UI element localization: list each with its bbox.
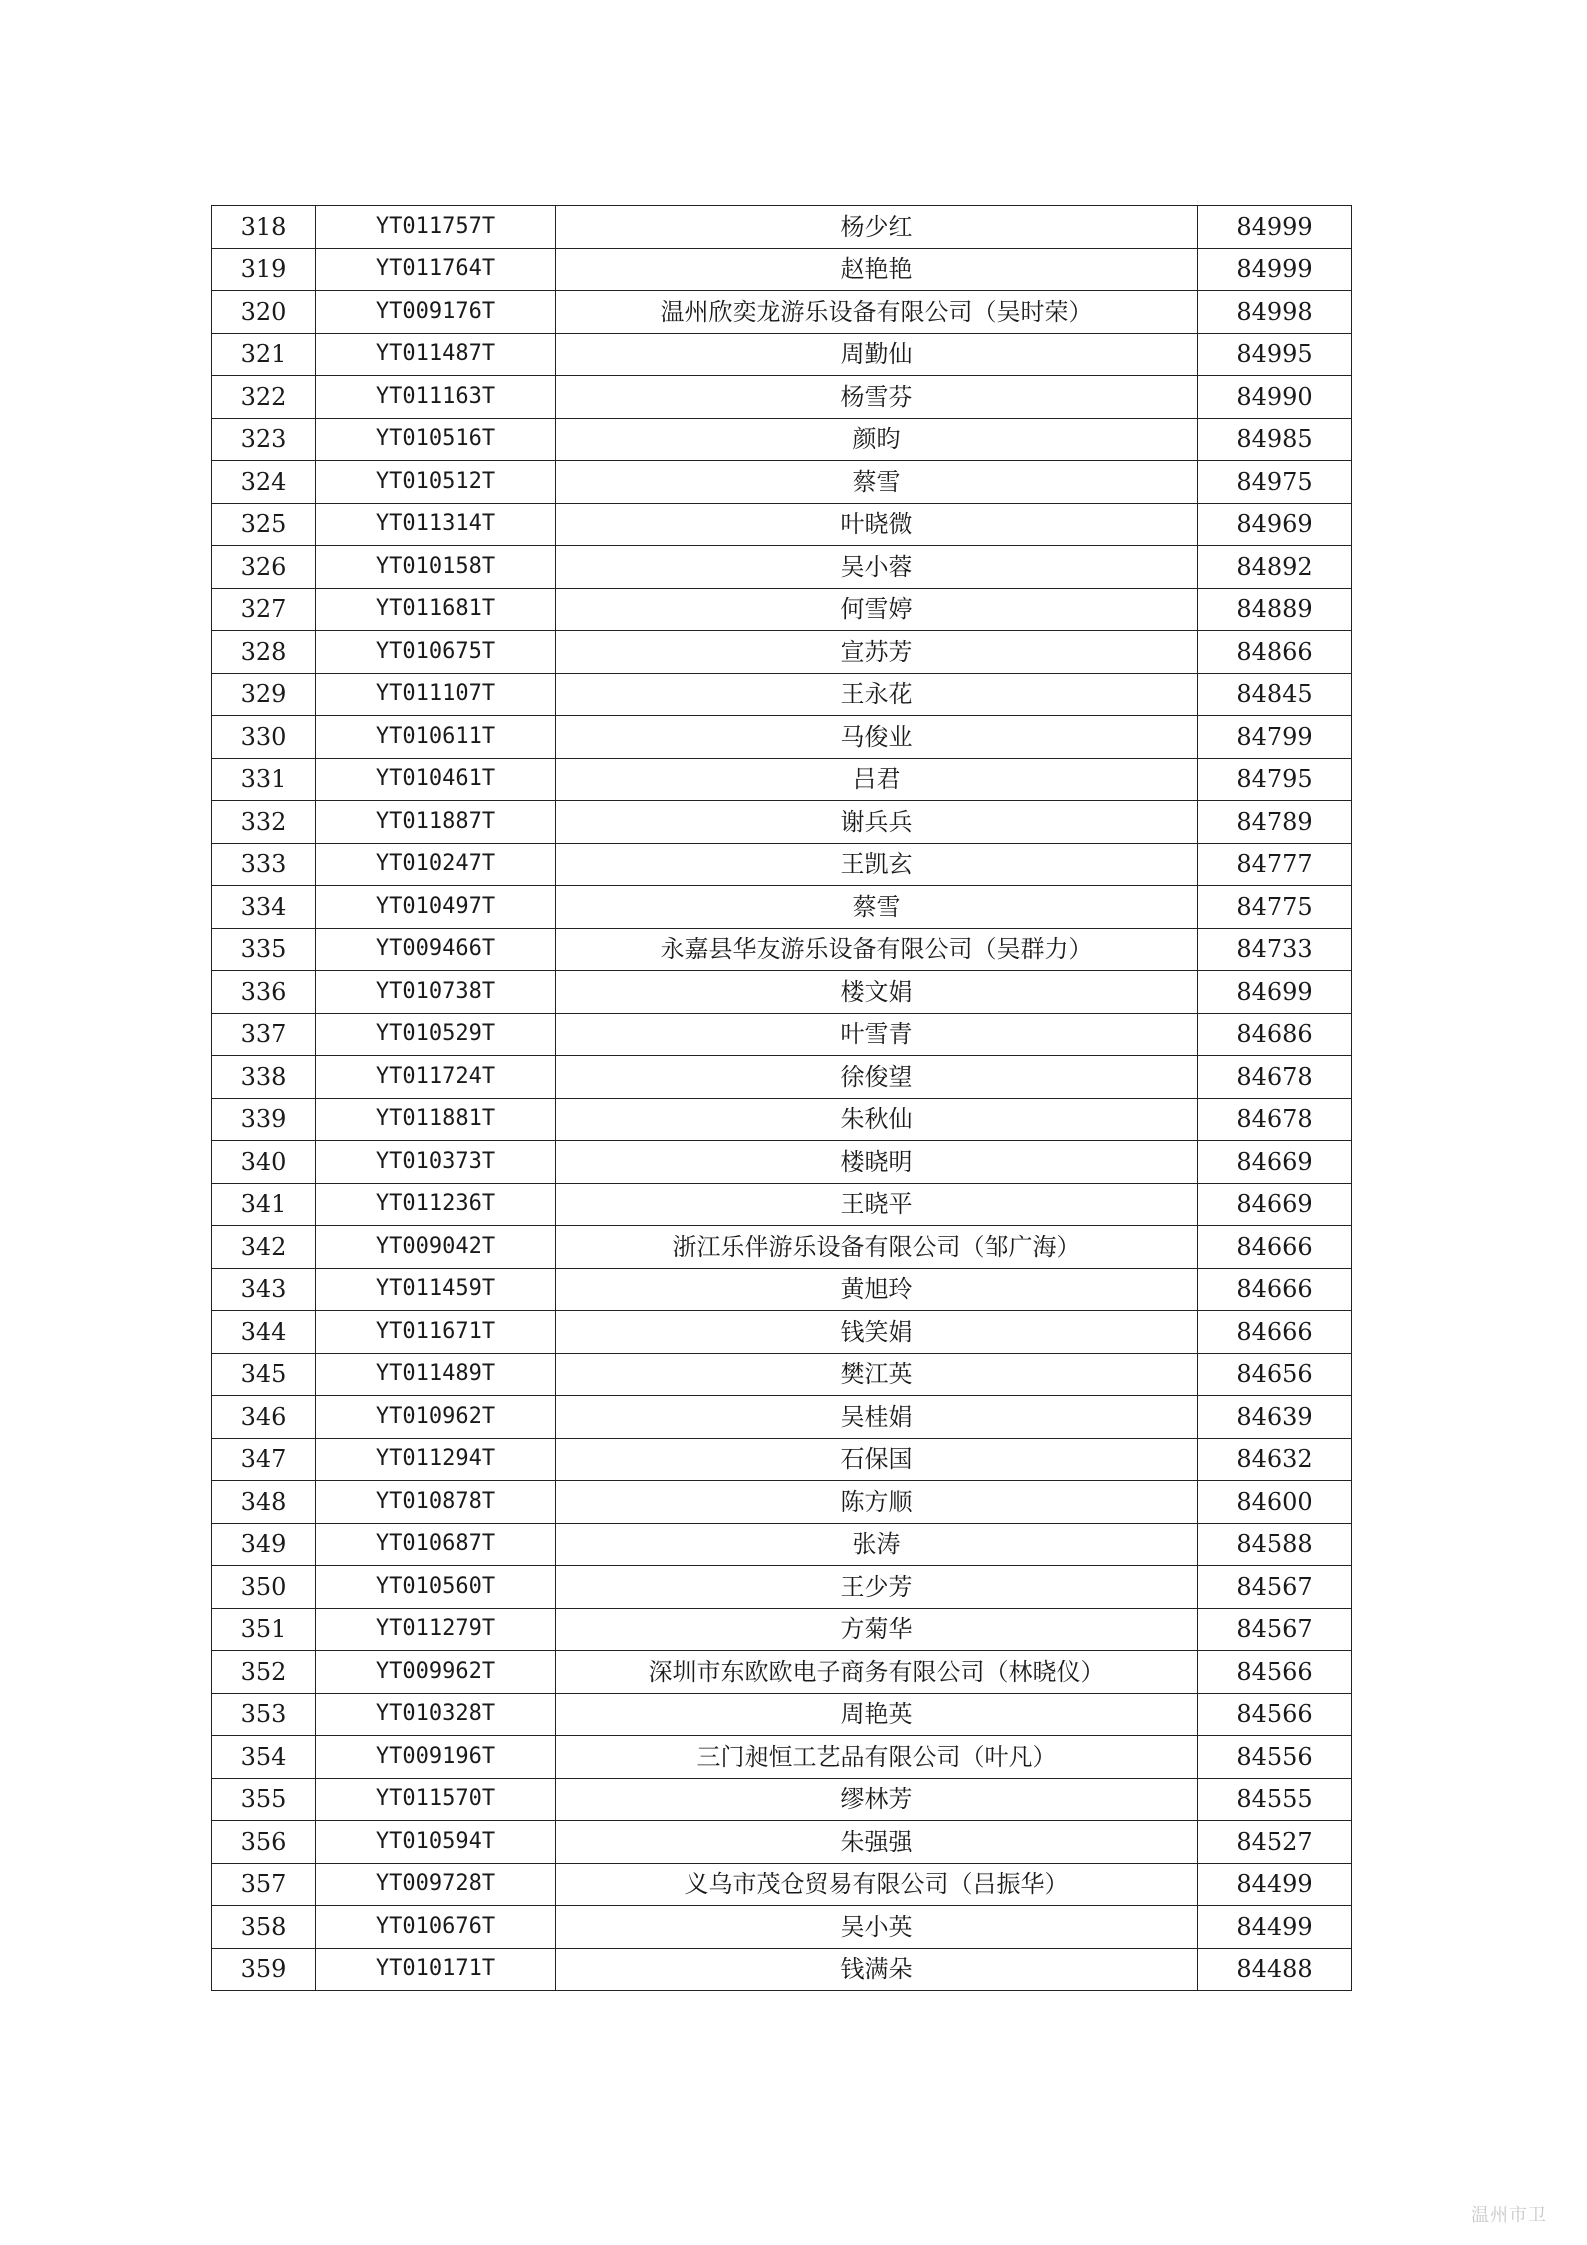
table-row — [212, 461, 1352, 504]
rank-cell: 329 — [212, 673, 316, 716]
score-cell: 84995 — [1198, 333, 1352, 376]
table-row — [212, 1948, 1352, 1991]
rank-cell: 354 — [212, 1736, 316, 1779]
code-cell: YT011279T — [316, 1608, 556, 1651]
rank-cell: 327 — [212, 588, 316, 631]
name-cell: 杨少红 — [556, 206, 1198, 249]
name-cell: 楼文娟 — [556, 971, 1198, 1014]
rank-cell: 325 — [212, 503, 316, 546]
table-row — [212, 418, 1352, 461]
watermark: 温州市卫 — [1471, 2205, 1547, 2226]
name-cell: 宣苏芳 — [556, 631, 1198, 674]
code-cell: YT011764T — [316, 248, 556, 291]
rank-cell: 349 — [212, 1523, 316, 1566]
rank-cell: 319 — [212, 248, 316, 291]
code-cell: YT010516T — [316, 418, 556, 461]
code-cell: YT011294T — [316, 1438, 556, 1481]
score-cell: 84669 — [1198, 1141, 1352, 1184]
table-row — [212, 843, 1352, 886]
score-cell: 84999 — [1198, 206, 1352, 249]
code-cell: YT009176T — [316, 291, 556, 334]
code-cell: YT011487T — [316, 333, 556, 376]
score-cell: 84566 — [1198, 1651, 1352, 1694]
code-cell: YT010676T — [316, 1906, 556, 1949]
name-cell: 石保国 — [556, 1438, 1198, 1481]
name-cell: 蔡雪 — [556, 461, 1198, 504]
name-cell: 吴小蓉 — [556, 546, 1198, 589]
name-cell: 吕君 — [556, 758, 1198, 801]
name-cell: 赵艳艳 — [556, 248, 1198, 291]
code-cell: YT010497T — [316, 886, 556, 929]
code-cell: YT010529T — [316, 1013, 556, 1056]
score-cell: 84985 — [1198, 418, 1352, 461]
code-cell: YT010594T — [316, 1821, 556, 1864]
score-cell: 84567 — [1198, 1608, 1352, 1651]
table-row — [212, 1226, 1352, 1269]
table-row — [212, 333, 1352, 376]
rank-cell: 348 — [212, 1481, 316, 1524]
name-cell: 马俊业 — [556, 716, 1198, 759]
table-row — [212, 1438, 1352, 1481]
code-cell: YT011724T — [316, 1056, 556, 1099]
code-cell: YT011163T — [316, 376, 556, 419]
rank-cell: 356 — [212, 1821, 316, 1864]
rank-cell: 350 — [212, 1566, 316, 1609]
rank-cell: 339 — [212, 1098, 316, 1141]
score-cell: 84656 — [1198, 1353, 1352, 1396]
name-cell: 周艳英 — [556, 1693, 1198, 1736]
rank-cell: 321 — [212, 333, 316, 376]
name-cell: 陈方顺 — [556, 1481, 1198, 1524]
name-cell: 王凯玄 — [556, 843, 1198, 886]
table-row — [212, 546, 1352, 589]
code-cell: YT011881T — [316, 1098, 556, 1141]
code-cell: YT010171T — [316, 1948, 556, 1991]
score-cell: 84499 — [1198, 1906, 1352, 1949]
rank-cell: 328 — [212, 631, 316, 674]
code-cell: YT010461T — [316, 758, 556, 801]
name-cell: 楼晓明 — [556, 1141, 1198, 1184]
code-cell: YT011757T — [316, 206, 556, 249]
rank-cell: 335 — [212, 928, 316, 971]
rank-cell: 338 — [212, 1056, 316, 1099]
code-cell: YT010738T — [316, 971, 556, 1014]
code-cell: YT010687T — [316, 1523, 556, 1566]
code-cell: YT009962T — [316, 1651, 556, 1694]
table-row — [212, 588, 1352, 631]
score-cell: 84566 — [1198, 1693, 1352, 1736]
code-cell: YT011887T — [316, 801, 556, 844]
rank-cell: 334 — [212, 886, 316, 929]
name-cell: 叶雪青 — [556, 1013, 1198, 1056]
code-cell: YT010611T — [316, 716, 556, 759]
rank-cell: 352 — [212, 1651, 316, 1694]
score-cell: 84733 — [1198, 928, 1352, 971]
table-row — [212, 1651, 1352, 1694]
rank-cell: 324 — [212, 461, 316, 504]
score-cell: 84777 — [1198, 843, 1352, 886]
table-row — [212, 801, 1352, 844]
score-cell: 84845 — [1198, 673, 1352, 716]
score-cell: 84666 — [1198, 1226, 1352, 1269]
code-cell: YT010560T — [316, 1566, 556, 1609]
score-cell: 84990 — [1198, 376, 1352, 419]
score-cell: 84669 — [1198, 1183, 1352, 1226]
code-cell: YT010247T — [316, 843, 556, 886]
code-cell: YT010962T — [316, 1396, 556, 1439]
table-row — [212, 1396, 1352, 1439]
table-row — [212, 1566, 1352, 1609]
table-row — [212, 1821, 1352, 1864]
score-cell: 84527 — [1198, 1821, 1352, 1864]
name-cell: 钱笑娟 — [556, 1311, 1198, 1354]
code-cell: YT011489T — [316, 1353, 556, 1396]
score-cell: 84866 — [1198, 631, 1352, 674]
rank-cell: 359 — [212, 1948, 316, 1991]
name-cell: 杨雪芬 — [556, 376, 1198, 419]
name-cell: 方菊华 — [556, 1608, 1198, 1651]
code-cell: YT011671T — [316, 1311, 556, 1354]
name-cell: 叶晓微 — [556, 503, 1198, 546]
table-row — [212, 1863, 1352, 1906]
score-cell: 84975 — [1198, 461, 1352, 504]
table-row — [212, 673, 1352, 716]
table-row — [212, 1523, 1352, 1566]
table-row — [212, 716, 1352, 759]
name-cell: 温州欣奕龙游乐设备有限公司（吴时荣） — [556, 291, 1198, 334]
code-cell: YT011681T — [316, 588, 556, 631]
table-row — [212, 928, 1352, 971]
table-row — [212, 1693, 1352, 1736]
rank-cell: 345 — [212, 1353, 316, 1396]
score-cell: 84555 — [1198, 1778, 1352, 1821]
rank-cell: 351 — [212, 1608, 316, 1651]
score-cell: 84678 — [1198, 1056, 1352, 1099]
name-cell: 钱满朵 — [556, 1948, 1198, 1991]
rank-cell: 353 — [212, 1693, 316, 1736]
table-row — [212, 631, 1352, 674]
code-cell: YT009466T — [316, 928, 556, 971]
score-cell: 84799 — [1198, 716, 1352, 759]
code-cell: YT010675T — [316, 631, 556, 674]
rank-cell: 341 — [212, 1183, 316, 1226]
table-row — [212, 1608, 1352, 1651]
name-cell: 王晓平 — [556, 1183, 1198, 1226]
name-cell: 颜昀 — [556, 418, 1198, 461]
score-cell: 84499 — [1198, 1863, 1352, 1906]
rank-cell: 337 — [212, 1013, 316, 1056]
rank-cell: 318 — [212, 206, 316, 249]
name-cell: 吴小英 — [556, 1906, 1198, 1949]
score-cell: 84892 — [1198, 546, 1352, 589]
score-cell: 84666 — [1198, 1311, 1352, 1354]
table-row — [212, 376, 1352, 419]
name-cell: 缪林芳 — [556, 1778, 1198, 1821]
table-row — [212, 758, 1352, 801]
code-cell: YT011107T — [316, 673, 556, 716]
score-cell: 84969 — [1198, 503, 1352, 546]
score-cell: 84999 — [1198, 248, 1352, 291]
rank-cell: 320 — [212, 291, 316, 334]
name-cell: 何雪婷 — [556, 588, 1198, 631]
rank-cell: 342 — [212, 1226, 316, 1269]
ranking-table — [211, 205, 1352, 1991]
name-cell: 黄旭玲 — [556, 1268, 1198, 1311]
score-cell: 84600 — [1198, 1481, 1352, 1524]
rank-cell: 326 — [212, 546, 316, 589]
code-cell: YT011314T — [316, 503, 556, 546]
table-row — [212, 1353, 1352, 1396]
rank-cell: 357 — [212, 1863, 316, 1906]
score-cell: 84998 — [1198, 291, 1352, 334]
score-cell: 84588 — [1198, 1523, 1352, 1566]
score-cell: 84789 — [1198, 801, 1352, 844]
rank-cell: 322 — [212, 376, 316, 419]
table-row — [212, 1013, 1352, 1056]
code-cell: YT010373T — [316, 1141, 556, 1184]
code-cell: YT009196T — [316, 1736, 556, 1779]
name-cell: 王少芳 — [556, 1566, 1198, 1609]
table-row — [212, 1098, 1352, 1141]
rank-cell: 355 — [212, 1778, 316, 1821]
score-cell: 84686 — [1198, 1013, 1352, 1056]
code-cell: YT010878T — [316, 1481, 556, 1524]
score-cell: 84556 — [1198, 1736, 1352, 1779]
table-row — [212, 1311, 1352, 1354]
code-cell: YT010328T — [316, 1693, 556, 1736]
table-row — [212, 503, 1352, 546]
score-cell: 84632 — [1198, 1438, 1352, 1481]
rank-cell: 346 — [212, 1396, 316, 1439]
score-cell: 84639 — [1198, 1396, 1352, 1439]
name-cell: 王永花 — [556, 673, 1198, 716]
name-cell: 谢兵兵 — [556, 801, 1198, 844]
rank-cell: 331 — [212, 758, 316, 801]
score-cell: 84567 — [1198, 1566, 1352, 1609]
rank-cell: 344 — [212, 1311, 316, 1354]
score-cell: 84775 — [1198, 886, 1352, 929]
table-row — [212, 886, 1352, 929]
name-cell: 樊江英 — [556, 1353, 1198, 1396]
rank-cell: 336 — [212, 971, 316, 1014]
table-row — [212, 1906, 1352, 1949]
rank-cell: 347 — [212, 1438, 316, 1481]
rank-cell: 340 — [212, 1141, 316, 1184]
ranking-table-body — [212, 206, 1352, 1991]
rank-cell: 343 — [212, 1268, 316, 1311]
table-row — [212, 971, 1352, 1014]
table-row — [212, 1141, 1352, 1184]
name-cell: 浙江乐伴游乐设备有限公司（邹广海） — [556, 1226, 1198, 1269]
table-row — [212, 1056, 1352, 1099]
code-cell: YT011236T — [316, 1183, 556, 1226]
table-row — [212, 206, 1352, 249]
name-cell: 永嘉县华友游乐设备有限公司（吴群力） — [556, 928, 1198, 971]
table-row — [212, 1778, 1352, 1821]
rank-cell: 333 — [212, 843, 316, 886]
score-cell: 84666 — [1198, 1268, 1352, 1311]
table-row — [212, 291, 1352, 334]
name-cell: 朱秋仙 — [556, 1098, 1198, 1141]
table-row — [212, 1268, 1352, 1311]
table-row — [212, 1736, 1352, 1779]
code-cell: YT010158T — [316, 546, 556, 589]
name-cell: 徐俊望 — [556, 1056, 1198, 1099]
name-cell: 张涛 — [556, 1523, 1198, 1566]
score-cell: 84678 — [1198, 1098, 1352, 1141]
code-cell: YT009042T — [316, 1226, 556, 1269]
code-cell: YT011570T — [316, 1778, 556, 1821]
name-cell: 深圳市东欧欧电子商务有限公司（林晓仪） — [556, 1651, 1198, 1694]
rank-cell: 332 — [212, 801, 316, 844]
score-cell: 84889 — [1198, 588, 1352, 631]
score-cell: 84795 — [1198, 758, 1352, 801]
table-row — [212, 1183, 1352, 1226]
name-cell: 义乌市茂仓贸易有限公司（吕振华） — [556, 1863, 1198, 1906]
name-cell: 周勤仙 — [556, 333, 1198, 376]
code-cell: YT010512T — [316, 461, 556, 504]
name-cell: 蔡雪 — [556, 886, 1198, 929]
name-cell: 吴桂娟 — [556, 1396, 1198, 1439]
rank-cell: 330 — [212, 716, 316, 759]
code-cell: YT009728T — [316, 1863, 556, 1906]
code-cell: YT011459T — [316, 1268, 556, 1311]
name-cell: 朱强强 — [556, 1821, 1198, 1864]
name-cell: 三门昶恒工艺品有限公司（叶凡） — [556, 1736, 1198, 1779]
score-cell: 84699 — [1198, 971, 1352, 1014]
rank-cell: 358 — [212, 1906, 316, 1949]
table-row — [212, 248, 1352, 291]
score-cell: 84488 — [1198, 1948, 1352, 1991]
rank-cell: 323 — [212, 418, 316, 461]
table-row — [212, 1481, 1352, 1524]
